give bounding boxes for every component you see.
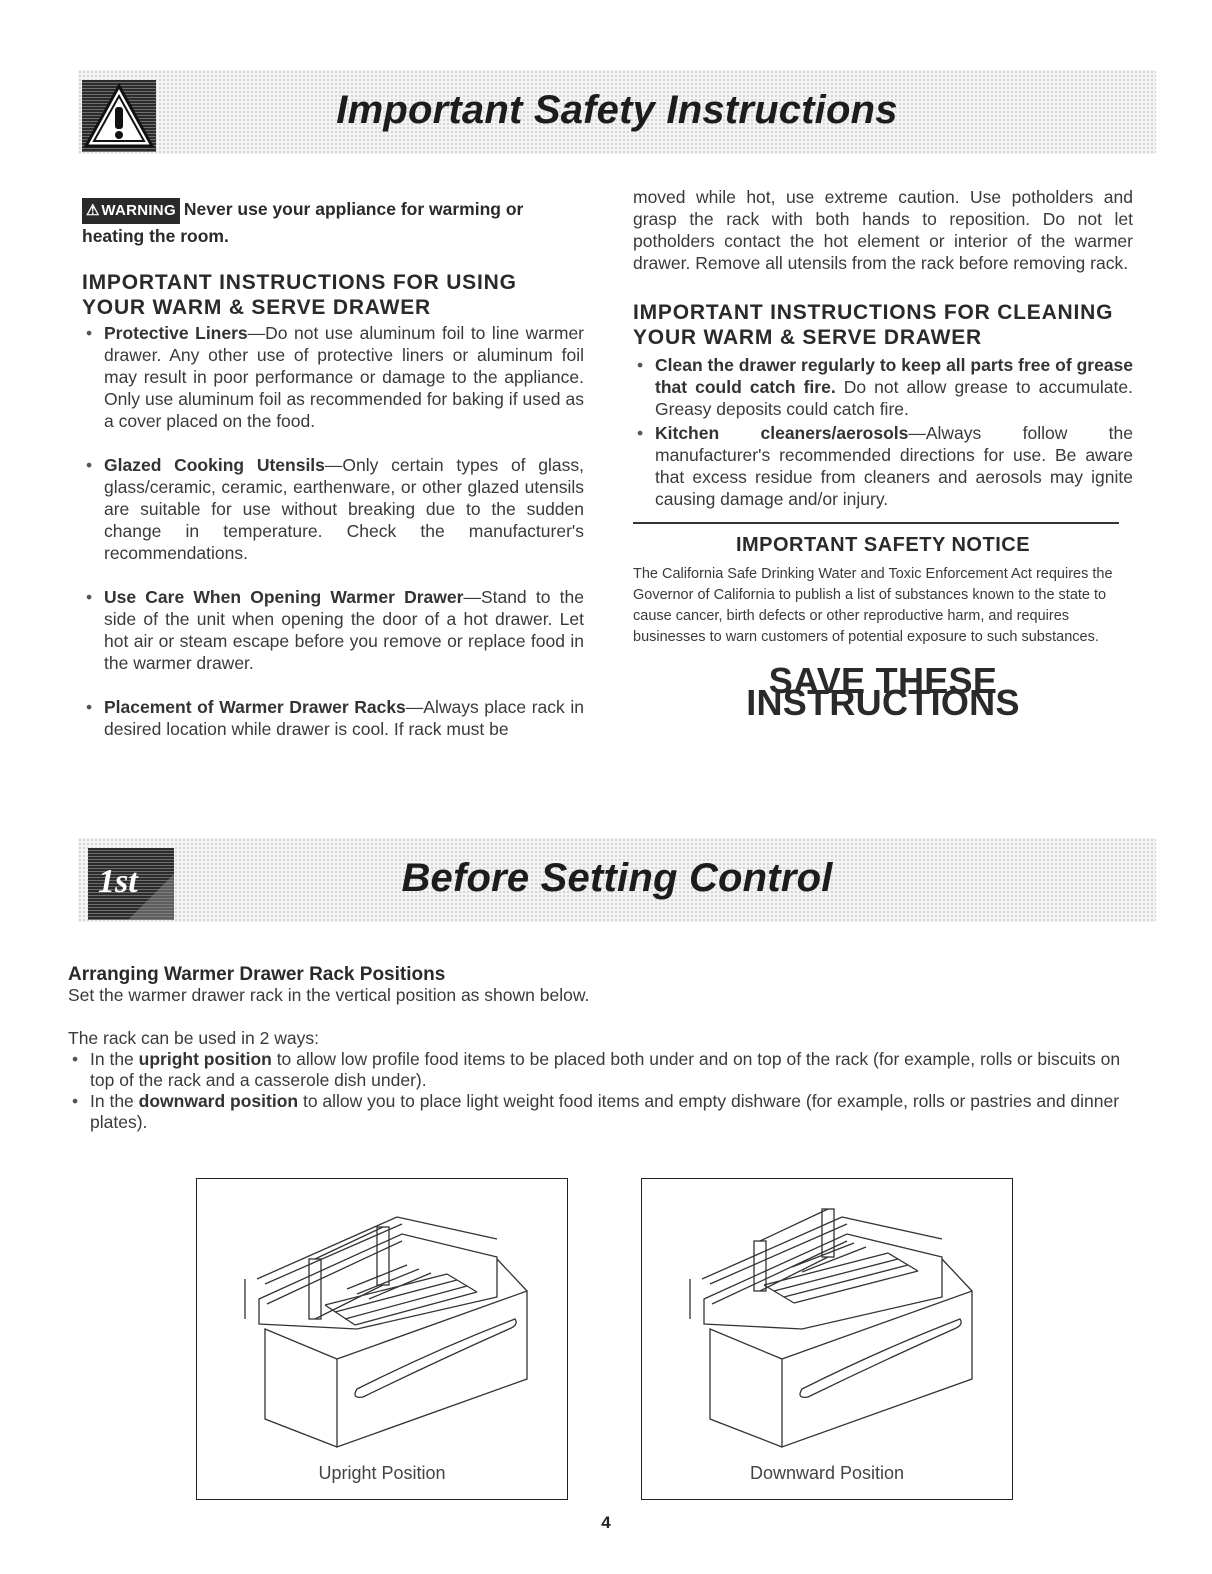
warning-badge: ⚠ WARNING (82, 198, 180, 224)
cleaning-section-title: IMPORTANT INSTRUCTIONS FOR CLEANING YOUR WARM & SERVE DRAWER (633, 301, 1114, 349)
continued-paragraph: moved while hot, use extreme caution. Use potholders and grasp the rack with both hands to reposition. Do not let potholders contact the hot element or interior of the warmer drawer. Remove all utensils from the rack before removing rack. (633, 187, 1133, 273)
arranging-title: Arranging Warmer Drawer Rack Positions (68, 964, 446, 985)
before-setting-banner-title: Before Setting Control (401, 856, 833, 900)
list-item: • In the upright position to allow low profile food items to be placed both under and on top of the rack (for example, rolls or biscuits on top of the rack and a casserole dish under). (68, 1049, 1148, 1091)
arranging-ways: The rack can be used in 2 ways: (68, 1028, 319, 1048)
left-column (82, 197, 584, 740)
arranging-list (68, 1049, 1148, 1133)
using-section-title: IMPORTANT INSTRUCTIONS FOR USING YOUR WARM & SERVE DRAWER (82, 271, 517, 319)
upright-caption: Upright Position (318, 1463, 446, 1483)
warning-text: Never use your appliance for warming or heating the room. (82, 199, 524, 246)
save-instructions-heading: SAVE THESE INSTRUCTIONS (746, 660, 1020, 723)
notice-title: IMPORTANT SAFETY NOTICE (735, 534, 1031, 556)
list-item: • Clean the drawer regularly to keep all parts free of grease that could catch fire. Do not allow grease to accumulate. Greasy deposits could catch fire. (633, 354, 1133, 420)
downward-caption: Downward Position (749, 1463, 905, 1483)
using-list (82, 322, 584, 740)
notice-text: The California Safe Drinking Water and Toxic Enforcement Act requires the Governor of California to publish a list of substances known to the state to cause cancer, birth defects or other reproductive harm, and requires businesses to warn customers of potential exposure to such substances. (633, 566, 1113, 645)
list-item: • Kitchen cleaners/aerosols—Always follow the manufacturer's recommended directions for use. Be aware that excess residue from cleaners and aerosols may ignite causing damage and/or injury. (633, 422, 1133, 510)
list-item: • Glazed Cooking Utensils—Only certain types of glass, glass/ceramic, ceramic, earthenware, or other glazed utensils are suitable for use without breaking due to the sudden change in temperature. Check the manufacturer's recommendations. (82, 454, 584, 564)
page-number: 4 (601, 1513, 611, 1532)
safety-banner-title: Important Safety Instructions (336, 88, 898, 132)
downward-position-figure (641, 1178, 1013, 1500)
svg-text:1st: 1st (98, 863, 138, 900)
upright-position-figure (196, 1178, 568, 1500)
list-item: • Use Care When Opening Warmer Drawer—Stand to the side of the unit when opening the door of a hot drawer. Let hot air or steam escape before you remove or replace food in the warmer drawer. (82, 586, 584, 674)
downward-drawer-illustration (642, 1179, 1012, 1459)
list-item: • Placement of Warmer Drawer Racks—Always place rack in desired location while drawer is cool. If rack must be (82, 696, 584, 740)
before-setting-banner (78, 838, 1156, 922)
warning-paragraph (82, 197, 584, 248)
arranging-section (68, 964, 1148, 1133)
list-item: • Protective Liners—Do not use aluminum foil to line warmer drawer. Any other use of protective liners or aluminum foil may result in poor performance or damage to the appliance. Only use aluminum foil as recommended for baking if used as a cover placed on the food. (82, 322, 584, 432)
divider (633, 522, 1119, 524)
cleaning-list (633, 354, 1133, 510)
right-column (633, 186, 1133, 723)
upright-drawer-illustration (197, 1179, 567, 1459)
list-item: • In the downward position to allow you to place light weight food items and empty dishware (for example, rolls or pastries and dinner plates). (68, 1091, 1148, 1133)
arranging-intro: Set the warmer drawer rack in the vertical position as shown below. (68, 985, 590, 1005)
safety-banner (78, 70, 1156, 154)
